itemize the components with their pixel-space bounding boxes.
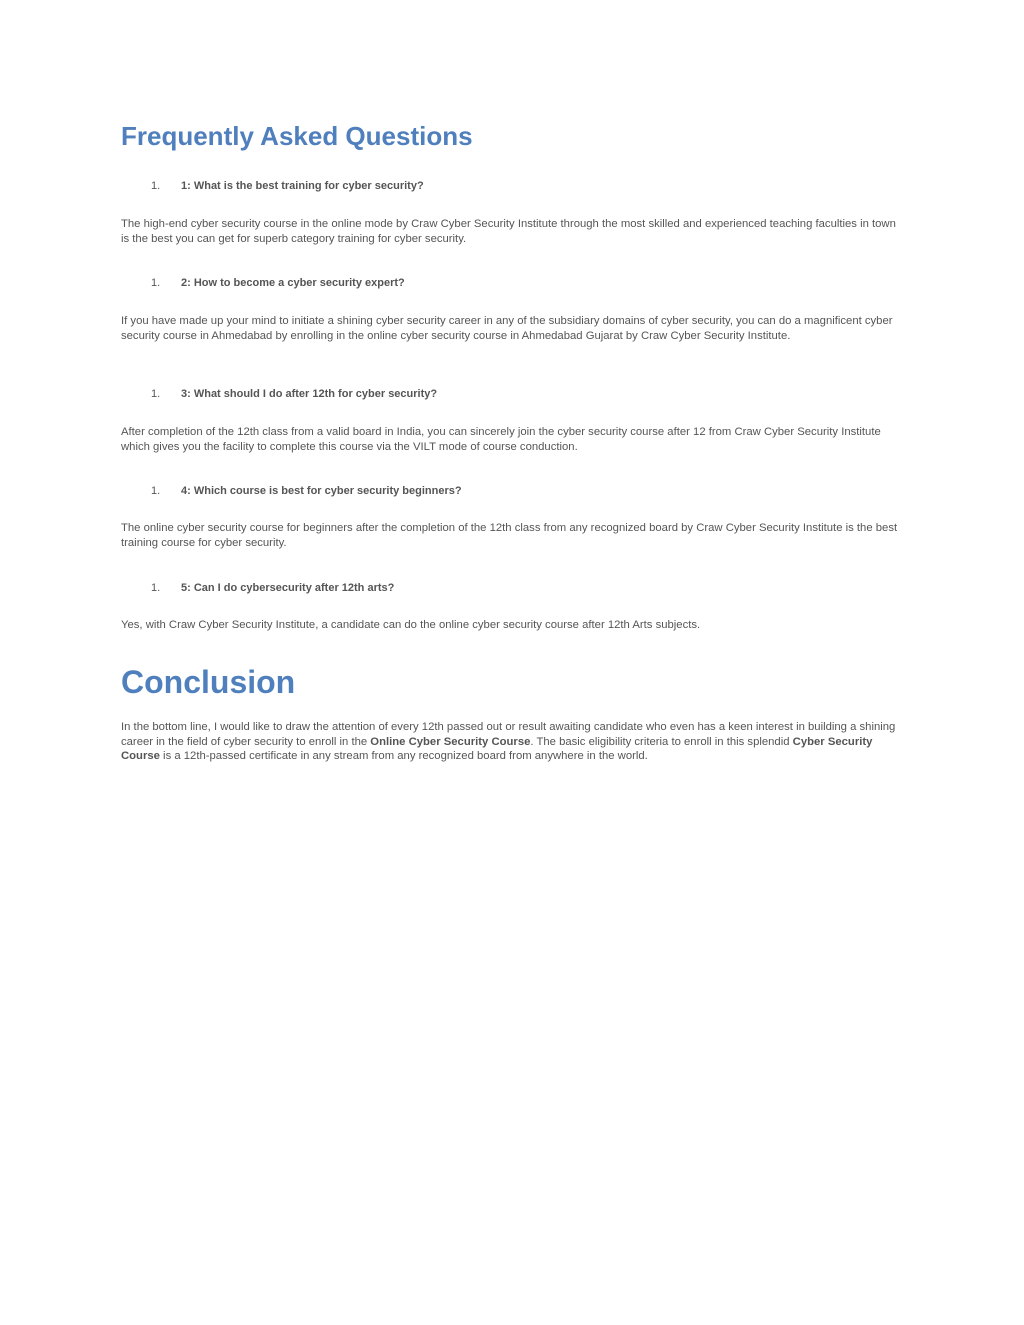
faq-heading: Frequently Asked Questions (121, 121, 473, 151)
faq-answer-4: The online cyber security course for beginners after the completion of the 12th class from any recognized board by Craw Cyber Security Institute is the best training course for cyber security. (121, 522, 898, 549)
course-name-bold-2: Cyber Security Course (121, 735, 873, 762)
list-number: 1. (151, 485, 161, 497)
list-number: 1. (151, 180, 161, 192)
conclusion-text-2: . The basic eligibility criteria to enroll in this splendid (530, 735, 793, 748)
faq-answer-1: The high-end cyber security course in the online mode by Craw Cyber Security Institute through the most skilled and experienced teaching faculties in town is the best you can get for superb category training for cyber security. (121, 218, 896, 245)
list-number: 1. (151, 277, 161, 289)
conclusion-text-3: is a 12th-passed certificate in any stream from any recognized board from anywhere in the world. (159, 750, 648, 762)
list-number: 1. (151, 582, 161, 594)
conclusion-paragraph (121, 720, 901, 764)
faq-answer-3: After completion of the 12th class from a valid board in India, you can sincerely join the cyber security course after 12 from Craw Cyber Security Institute which gives you the facility to complete this course via the VILT mode of course conduction. (121, 426, 881, 453)
question-text: 5: Can I do cybersecurity after 12th arts? (181, 582, 395, 594)
course-name-bold: Online Cyber Security Course (370, 735, 531, 748)
question-text: 1: What is the best training for cyber security? (181, 180, 424, 192)
conclusion-text-1: In the bottom line, I would like to draw the attention of every 12th passed out or result awaiting candidate who even has a keen interest in building a shining career in the field of cyber security to enroll in the (121, 721, 896, 748)
question-text: 4: Which course is best for cyber security beginners? (181, 485, 462, 497)
question-text: 3: What should I do after 12th for cyber security? (181, 388, 438, 400)
list-number: 1. (151, 388, 161, 400)
conclusion-heading: Conclusion (121, 664, 296, 700)
faq-answer-2: If you have made up your mind to initiate a shining cyber security career in any of the subsidiary domains of cyber security, you can do a magnificent cyber security course in Ahmedabad by enrolling in the online cyber security course in Ahmedabad Gujarat by Craw Cyber Security Institute. (121, 315, 893, 342)
faq-answer-5: Yes, with Craw Cyber Security Institute, a candidate can do the online cyber security course after 12th Arts subjects. (121, 619, 701, 631)
question-text: 2: How to become a cyber security expert? (181, 277, 405, 289)
